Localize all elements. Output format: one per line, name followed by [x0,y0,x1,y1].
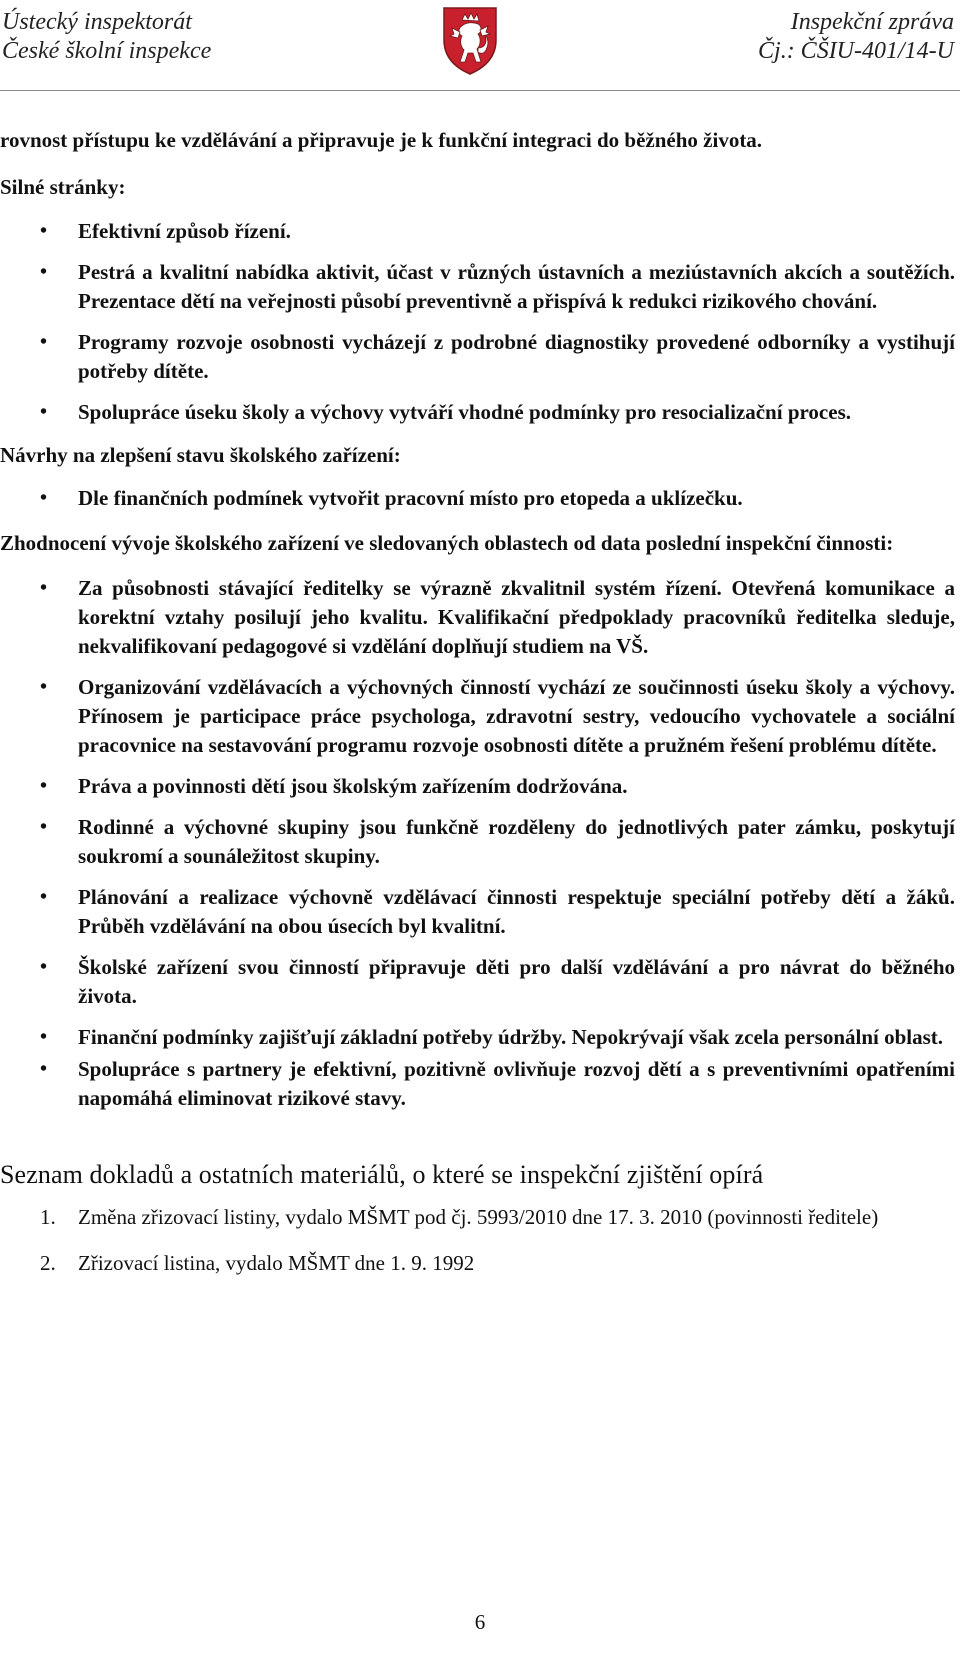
list-item [0,1203,955,1232]
header-divider [0,90,960,91]
item-text: Zřizovací listina, vydalo MŠMT dne 1. 9. 1992 [78,1251,475,1275]
header-left [2,8,211,66]
list-item: • Plánování a realizace výchovně vzdělávací činnosti respektuje speciální potřeby dětí a žáků. Průběh vzdělávání na obou úsecích byl kvalitní. [0,883,955,941]
list-item: • Spolupráce s partnery je efektivní, pozitivně ovlivňuje rozvoj dětí a s preventivními opatřeními napomáhá eliminovat rizikové stavy. [0,1055,955,1113]
inspection-body-name: České školní inspekce [2,38,212,64]
list-item [0,1249,955,1278]
list-item: • Pestrá a kvalitní nabídka aktivit, účast v různých ústavních a meziústavních akcích a soutěžích. Prezentace dětí na veřejnosti působí preventivně a přispívá k redukci rizikového chování. [0,258,955,316]
page-number: 6 [474,1610,486,1634]
list-item: • Práva a povinnosti dětí jsou školským zařízením dodržována. [0,772,955,801]
list-item: • Školské zařízení svou činností připravuje děti pro další vzdělávání a pro návrat do běžného života. [0,953,955,1011]
inspectorate-name: Ústecký inspektorát [2,9,192,35]
item-number: 2. [40,1251,56,1275]
evaluation-list [0,574,955,1113]
list-item: • Efektivní způsob řízení. [0,217,955,246]
strengths-list [0,217,955,427]
report-type: Inspekční zpráva [790,9,954,35]
intro-paragraph: rovnost přístupu ke vzdělávání a připravuje je k funkční integraci do běžného života. [0,128,763,152]
reference-number: Čj.: ČŠIU-401/14-U [758,38,954,64]
strengths-heading: Silné stránky: [0,175,126,199]
list-item: • Organizování vzdělávacích a výchovných činností vychází ze součinnosti úseku školy a výchovy. Přínosem je participace práce psychologa, zdravotní sestry, vedoucího vychovatele a sociální pracovnice na sestavování programu rozvoje osobnosti dítěte a pružném řešení problému dítěte. [0,673,955,760]
evaluation-heading: Zhodnocení vývoje školského zařízení ve sledovaných oblastech od data poslední inspekční činnosti: [0,531,894,555]
list-item: • Spolupráce úseku školy a výchovy vytváří vhodné podmínky pro resocializační proces. [0,398,955,427]
documents-list [0,1203,955,1278]
item-text: Změna zřizovací listiny, vydalo MŠMT pod čj. 5993/2010 dne 17. 3. 2010 (povinnosti ředitele) [78,1205,879,1229]
list-item: • Dle finančních podmínek vytvořit pracovní místo pro etopeda a uklízečku. [0,484,955,513]
list-item: • Za působnosti stávající ředitelky se výrazně zkvalitnil systém řízení. Otevřená komunikace a korektní vztahy posilují jeho kvalitu. Kvalifikační předpoklady pracovníků ředitelka sleduje, nekvalifikovaní pedagogové si vzdělání doplňují studiem na VŠ. [0,574,955,661]
document-body [0,126,955,1278]
improvements-heading: Návrhy na zlepšení stavu školského zařízení: [0,443,401,467]
list-item: • Rodinné a výchovné skupiny jsou funkčně rozděleny do jednotlivých pater zámku, poskytují soukromí a sounáležitost skupiny. [0,813,955,871]
header-right [758,8,954,66]
item-number: 1. [40,1205,56,1229]
coat-of-arms-icon [440,4,500,76]
documents-heading: Seznam dokladů a ostatních materiálů, o které se inspekční zjištění opírá [0,1160,764,1189]
improvements-list [0,484,955,513]
list-item: • Programy rozvoje osobnosti vycházejí z podrobné diagnostiky provedené odborníky a vystihují potřeby dítěte. [0,328,955,386]
list-item: • Finanční podmínky zajišťují základní potřeby údržby. Nepokrývají však zcela personální oblast. [0,1023,955,1052]
